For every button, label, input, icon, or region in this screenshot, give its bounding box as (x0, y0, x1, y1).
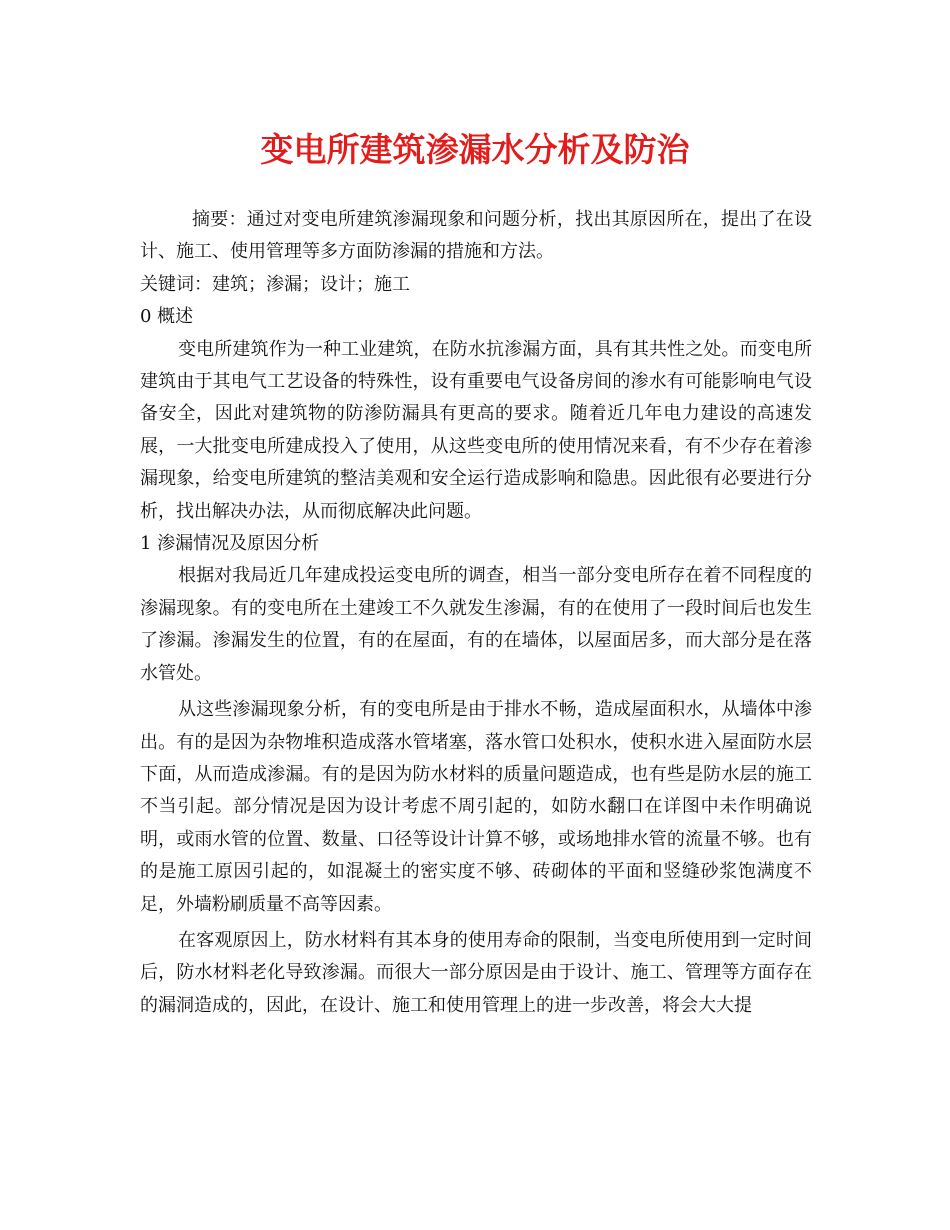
section-heading-analysis: 1 渗漏情况及原因分析 (140, 533, 320, 555)
keywords-line: 关键词：建筑；渗漏；设计；施工 (140, 273, 410, 295)
abstract-paragraph: 摘要：通过对变电所建筑渗漏现象和问题分析，找出其原因所在，提出了在设计、施工、使用管理等多方面防渗漏的措施和方法。 (140, 209, 812, 263)
document-body (140, 204, 812, 1022)
analysis-paragraph-2: 从这些渗漏现象分析，有的变电所是由于排水不畅，造成屋面积水，从墙体中渗出。有的是因为杂物堆积造成落水管堵塞，落水管口处积水，使积水进入屋面防水层下面，从而造成渗漏。有的是因为防水材料的质量问题造成，也有些是防水层的施工不当引起。部分情况是因为设计考虑不周引起的，如防水翻口在详图中未作明确说明，或雨水管的位置、数量、口径等设计计算不够，或场地排水管的流量不够。也有的是施工原因引起的，如混凝土的密实度不够、砖砌体的平面和竖缝砂浆饱满度不足，外墙粉刷质量不高等因素。 (140, 699, 812, 915)
section-heading-overview: 0 概述 (140, 306, 194, 328)
analysis-paragraph-3: 在客观原因上，防水材料有其本身的使用寿命的限制，当变电所使用到一定时间后，防水材料老化导致渗漏。而很大一部分原因是由于设计、施工、管理等方面存在的漏洞造成的，因此，在设计、施工和使用管理上的进一步改善，将会大大提 (140, 929, 812, 1016)
overview-paragraph: 变电所建筑作为一种工业建筑，在防水抗渗漏方面，具有其共性之处。而变电所建筑由于其电气工艺设备的特殊性，设有重要电气设备房间的渗水有可能影响电气设备安全，因此对建筑物的防渗防漏具有更高的要求。随着近几年电力建设的高速发展，一大批变电所建成投入了使用，从这些变电所的使用情况来看，有不少存在着渗漏现象，给变电所建筑的整洁美观和安全运行造成影响和隐患。因此很有必要进行分析，找出解决办法，从而彻底解决此问题。 (140, 338, 812, 522)
analysis-paragraph-1: 根据对我局近几年建成投运变电所的调查，相当一部分变电所存在着不同程度的渗漏现象。有的变电所在土建竣工不久就发生渗漏，有的在使用了一段时间后也发生了渗漏。渗漏发生的位置，有的在屋面，有的在墙体，以屋面居多，而大部分是在落水管处。 (140, 565, 812, 684)
page-title: 变电所建筑渗漏水分析及防治 (260, 130, 690, 169)
